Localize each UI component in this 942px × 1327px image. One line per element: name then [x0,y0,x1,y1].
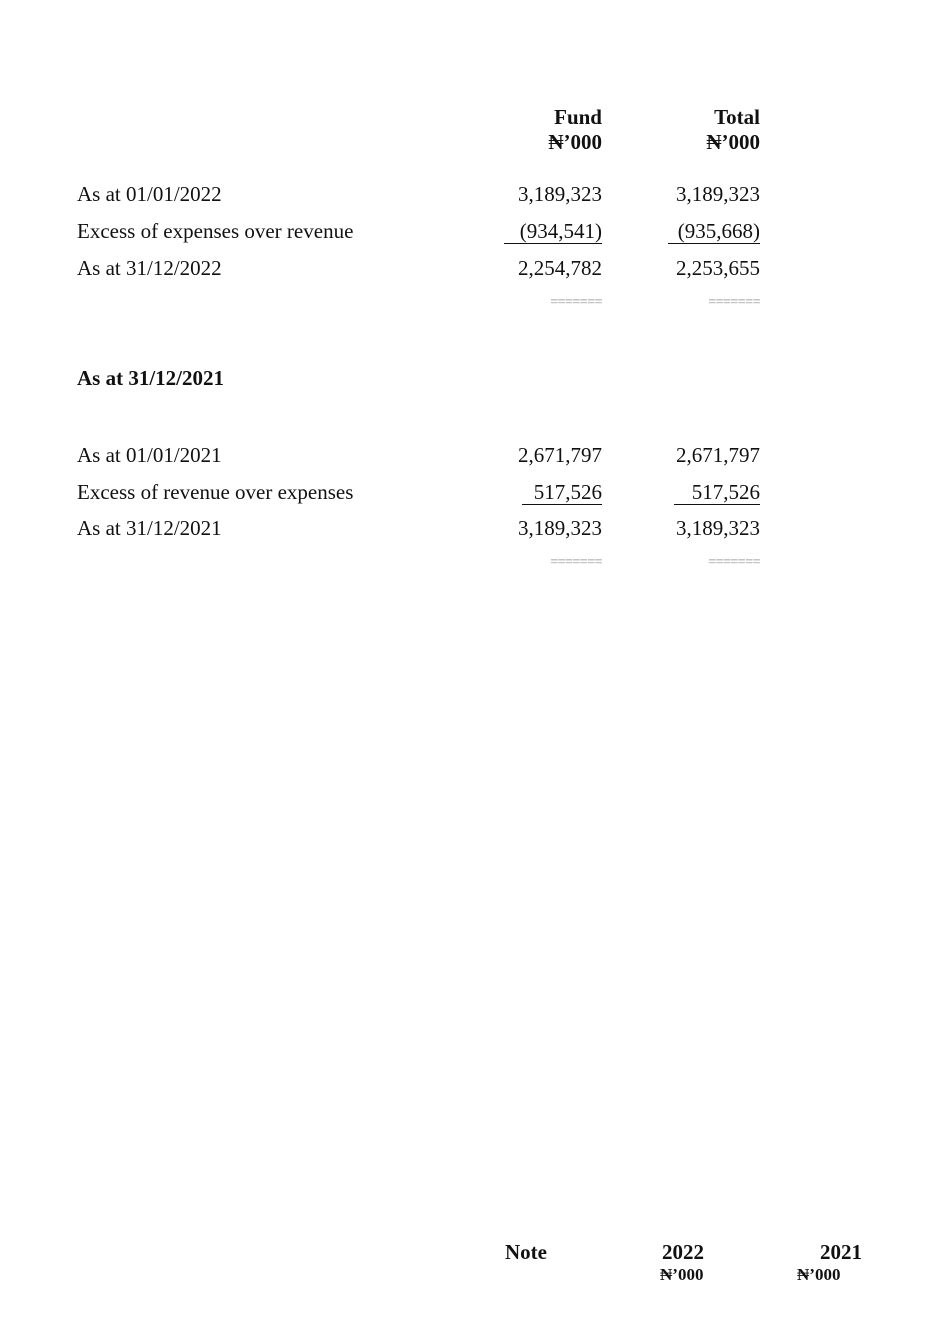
total-value-excess-2021: 517,526 [674,480,760,505]
section-heading-2021: As at 31/12/2021 [77,366,224,390]
year-2021-unit: ₦’000 [797,1265,841,1284]
fund-column-unit: ₦’000 [548,130,602,154]
fund-value-excess-2021: 517,526 [522,480,602,505]
fund-value-closing-2021: 3,189,323 [518,516,602,540]
total-column-header [706,105,760,155]
total-value-opening-2022: 3,189,323 [676,182,760,206]
fund-double-rule-2021: ======= [550,555,602,570]
total-value-excess-2022: (935,668) [668,219,760,244]
fund-column-header [548,105,602,155]
total-value-closing-2021: 3,189,323 [676,516,760,540]
year-2021-column-header: 2021 [820,1240,862,1264]
total-double-rule-2021: ======= [708,555,760,570]
row-label-opening-2021: As at 01/01/2021 [77,443,222,467]
total-column-title: Total [714,105,760,129]
fund-value-opening-2022: 3,189,323 [518,182,602,206]
fund-value-closing-2022: 2,254,782 [518,256,602,280]
total-value-closing-2022: 2,253,655 [676,256,760,280]
row-label-excess-expenses-2022: Excess of expenses over revenue [77,219,354,243]
row-label-opening-2022: As at 01/01/2022 [77,182,222,206]
row-label-closing-2021: As at 31/12/2021 [77,516,222,540]
fund-value-opening-2021: 2,671,797 [518,443,602,467]
fund-column-title: Fund [554,105,602,129]
row-label-excess-revenue-2021: Excess of revenue over expenses [77,480,354,504]
year-2022-unit: ₦’000 [660,1265,704,1284]
year-2022-column-header: 2022 [662,1240,704,1264]
total-column-unit: ₦’000 [706,130,760,154]
total-value-opening-2021: 2,671,797 [676,443,760,467]
fund-double-rule-2022: ======= [550,295,602,310]
note-column-header: Note [505,1240,547,1264]
row-label-closing-2022: As at 31/12/2022 [77,256,222,280]
fund-value-excess-2022: (934,541) [504,219,602,244]
total-double-rule-2022: ======= [708,295,760,310]
